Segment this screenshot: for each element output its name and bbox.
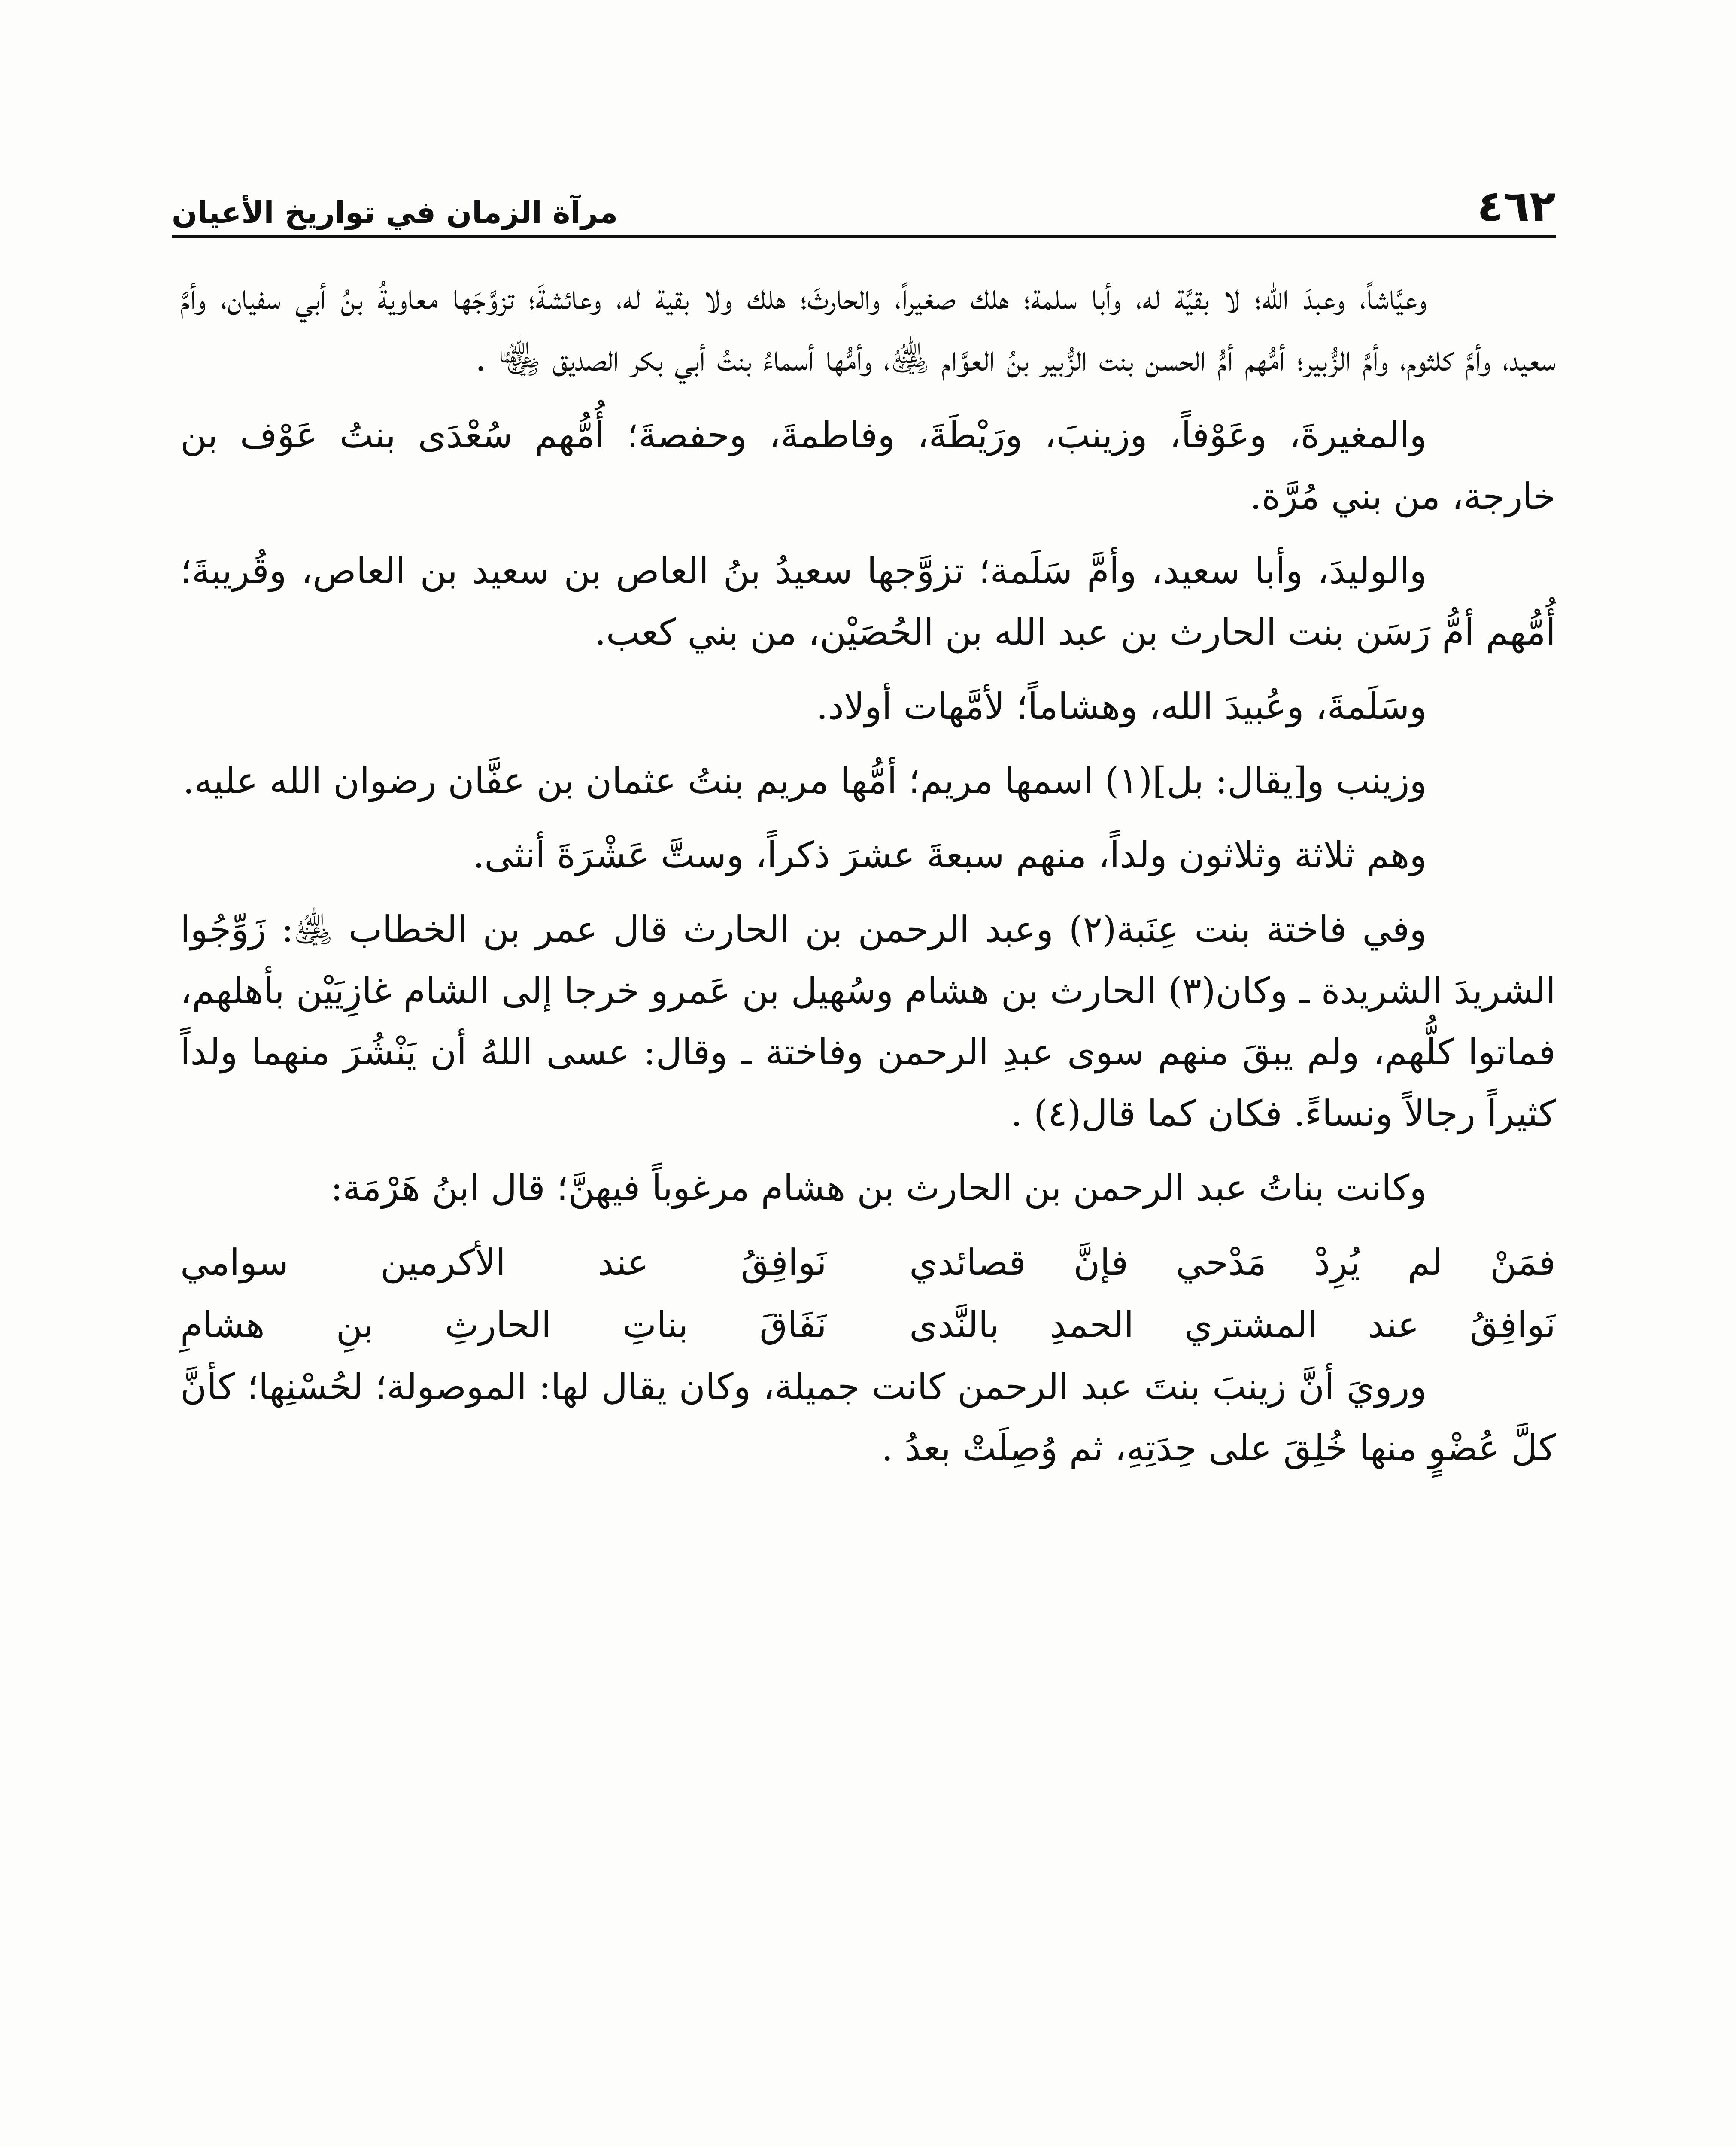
verse-first-hemistich: فمَنْ لم يُرِدْ مَدْحي فإنَّ قصائدي (909, 1241, 1556, 1283)
verse-line (180, 1232, 1556, 1294)
paragraph: وزينب و[يقال: بل](١) اسمها مريم؛ أمُّها مريم بنتُ عثمان بن عفَّان رضوان الله عليه. (182, 760, 1427, 802)
paragraph: وعيَّاشاً، وعبدَ الله؛ لا بقيَّة له، وأبا سلمة؛ هلك صغيراً، والحارثَ؛ هلك ولا بقية له، وعائشةَ؛ تزوَّجَها معاويةُ بنُ أبي سفيان، وأمَّ سعيد، وأمَّ كلثوم، وأمَّ الزُّبير؛ أمُّهم أمُّ الحسن بنت الزُّبير بنُ العوَّام ﵁، وأمُّها أسماءُ بنتُ أبي بكر الصديق ﵄ . (180, 276, 1556, 379)
page-header (172, 163, 1556, 231)
running-title: مرآة الزمان في تواريخ الأعيان (172, 195, 618, 230)
paragraph: وسَلَمةَ، وعُبيدَ الله، وهشاماً؛ لأمَّهات أولاد. (816, 685, 1427, 727)
poem (180, 1232, 1556, 1356)
page-number: ٤٦٢ (1477, 181, 1556, 231)
paragraph: والوليدَ، وأبا سعيد، وأمَّ سَلَمة؛ تزوَّجها سعيدُ بنُ العاص بن سعيد بن العاص، وقُريبةَ؛ أُمُّهم أمُّ رَسَن بنت الحارث بن عبد الله بن الحُصَيْن، من بني كعب. (180, 550, 1556, 653)
verse-second-hemistich: نَفَاقَ بناتِ الحارثِ بنِ هشامِ (180, 1304, 827, 1346)
verse-first-hemistich: نَوافِقُ عند المشتري الحمدِ بالنَّدى (909, 1304, 1556, 1346)
verse-line (180, 1294, 1556, 1356)
header-rule (172, 235, 1556, 238)
paragraph: وهم ثلاثة وثلاثون ولداً، منهم سبعةَ عشرَ ذكراً، وستَّ عَشْرَةَ أنثى. (473, 834, 1427, 876)
main-text (180, 266, 1556, 1492)
paragraph: وكانت بناتُ عبد الرحمن بن الحارث بن هشام مرغوباً فيهنَّ؛ قال ابنُ هَرْمَة: (331, 1167, 1427, 1209)
paragraph: والمغيرةَ، وعَوْفاً، وزينبَ، ورَيْطَةَ، وفاطمةَ، وحفصةَ؛ أُمُّهم سُعْدَى بنتُ عَوْف بن خارجة، من بني مُرَّة. (180, 414, 1556, 517)
verse-second-hemistich: نَوافِقُ عند الأكرمين سوامي (180, 1241, 827, 1283)
paragraph: وفي فاختة بنت عِنَبة(٢) وعبد الرحمن بن الحارث قال عمر بن الخطاب ﵁: زَوِّجُوا الشريدَ الشريدة ـ وكان(٣) الحارث بن هشام وسُهيل بن عَمرو خرجا إلى الشام غازِيَيْن بأهلهم، فماتوا كلُّهم، ولم يبقَ منهم سوى عبدِ الرحمن وفاختة ـ وقال: عسى اللهُ أن يَنْشُرَ منهما ولداً كثيراً رجالاً ونساءً. فكان كما قال(٤) . (180, 908, 1556, 1134)
paragraph: ورويَ أنَّ زينبَ بنتَ عبد الرحمن كانت جميلة، وكان يقال لها: الموصولة؛ لحُسْنِها؛ كأنَّ كلَّ عُضْوٍ منها خُلِقَ على حِدَتِهِ، ثم وُصِلَتْ بعدُ . (180, 1365, 1556, 1469)
